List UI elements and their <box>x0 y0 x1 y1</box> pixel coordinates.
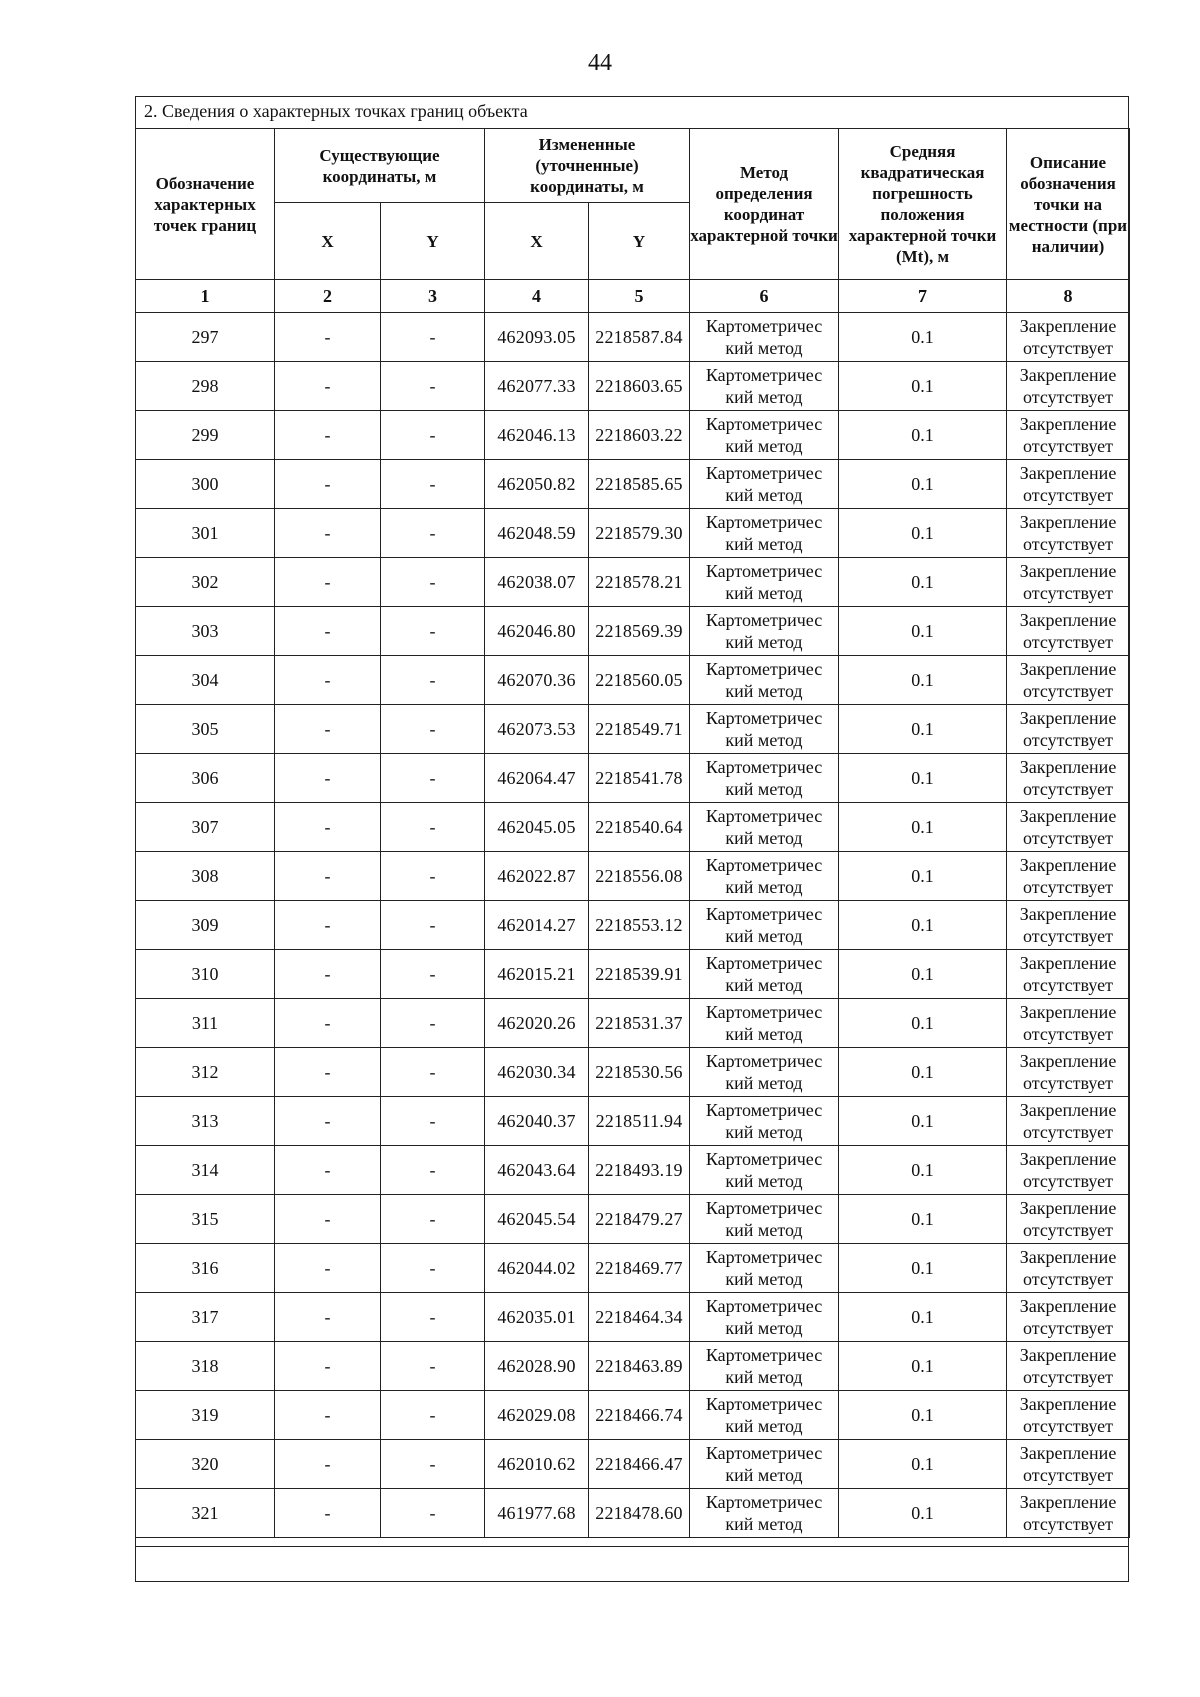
changed-x: 462070.36 <box>485 656 589 705</box>
existing-x: - <box>275 1195 381 1244</box>
column-number: 3 <box>381 280 485 313</box>
error-cell: 0.1 <box>839 754 1007 803</box>
description-cell: Закрепление отсутствует <box>1007 999 1130 1048</box>
error-cell: 0.1 <box>839 1489 1007 1538</box>
description-cell: Закрепление отсутствует <box>1007 460 1130 509</box>
existing-y: - <box>381 362 485 411</box>
error-cell: 0.1 <box>839 1342 1007 1391</box>
description-cell: Закрепление отсутствует <box>1007 558 1130 607</box>
changed-y: 2218493.19 <box>589 1146 690 1195</box>
table-row <box>136 1244 1130 1293</box>
error-cell: 0.1 <box>839 460 1007 509</box>
existing-y: - <box>381 754 485 803</box>
point-designation: 297 <box>136 313 275 362</box>
changed-y: 2218464.34 <box>589 1293 690 1342</box>
point-designation: 309 <box>136 901 275 950</box>
table-row <box>136 362 1130 411</box>
method-cell: Картометричес кий метод <box>690 1097 839 1146</box>
existing-y: - <box>381 1146 485 1195</box>
existing-y: - <box>381 1293 485 1342</box>
table-row <box>136 607 1130 656</box>
changed-x: 462077.33 <box>485 362 589 411</box>
existing-x: - <box>275 999 381 1048</box>
method-cell: Картометричес кий метод <box>690 1048 839 1097</box>
changed-y: 2218541.78 <box>589 754 690 803</box>
description-cell: Закрепление отсутствует <box>1007 803 1130 852</box>
method-cell: Картометричес кий метод <box>690 901 839 950</box>
table-row <box>136 754 1130 803</box>
existing-x: - <box>275 362 381 411</box>
existing-x: - <box>275 754 381 803</box>
changed-x: 462046.80 <box>485 607 589 656</box>
table-row <box>136 999 1130 1048</box>
method-cell: Картометричес кий метод <box>690 1146 839 1195</box>
error-cell: 0.1 <box>839 852 1007 901</box>
header-existing-x: X <box>275 203 381 280</box>
description-cell: Закрепление отсутствует <box>1007 705 1130 754</box>
changed-x: 462046.13 <box>485 411 589 460</box>
point-designation: 303 <box>136 607 275 656</box>
error-cell: 0.1 <box>839 999 1007 1048</box>
existing-x: - <box>275 950 381 999</box>
header-changed-y: Y <box>589 203 690 280</box>
table-row <box>136 558 1130 607</box>
error-cell: 0.1 <box>839 950 1007 999</box>
point-designation: 316 <box>136 1244 275 1293</box>
existing-y: - <box>381 509 485 558</box>
point-designation: 311 <box>136 999 275 1048</box>
existing-y: - <box>381 950 485 999</box>
error-cell: 0.1 <box>839 509 1007 558</box>
changed-y: 2218463.89 <box>589 1342 690 1391</box>
changed-x: 462010.62 <box>485 1440 589 1489</box>
error-cell: 0.1 <box>839 607 1007 656</box>
column-number: 6 <box>690 280 839 313</box>
column-number: 5 <box>589 280 690 313</box>
method-cell: Картометричес кий метод <box>690 1440 839 1489</box>
changed-x: 462029.08 <box>485 1391 589 1440</box>
existing-x: - <box>275 1146 381 1195</box>
existing-y: - <box>381 558 485 607</box>
changed-y: 2218540.64 <box>589 803 690 852</box>
existing-x: - <box>275 1391 381 1440</box>
changed-y: 2218553.12 <box>589 901 690 950</box>
table-row <box>136 411 1130 460</box>
changed-y: 2218587.84 <box>589 313 690 362</box>
point-designation: 299 <box>136 411 275 460</box>
existing-x: - <box>275 460 381 509</box>
method-cell: Картометричес кий метод <box>690 607 839 656</box>
method-cell: Картометричес кий метод <box>690 999 839 1048</box>
points-table-body <box>136 313 1130 1538</box>
changed-x: 462022.87 <box>485 852 589 901</box>
point-designation: 306 <box>136 754 275 803</box>
changed-x: 462044.02 <box>485 1244 589 1293</box>
description-cell: Закрепление отсутствует <box>1007 1048 1130 1097</box>
method-cell: Картометричес кий метод <box>690 1195 839 1244</box>
existing-x: - <box>275 1048 381 1097</box>
error-cell: 0.1 <box>839 1244 1007 1293</box>
existing-y: - <box>381 656 485 705</box>
point-designation: 301 <box>136 509 275 558</box>
table-row <box>136 901 1130 950</box>
column-number: 7 <box>839 280 1007 313</box>
method-cell: Картометричес кий метод <box>690 558 839 607</box>
error-cell: 0.1 <box>839 558 1007 607</box>
point-designation: 313 <box>136 1097 275 1146</box>
changed-x: 462050.82 <box>485 460 589 509</box>
method-cell: Картометричес кий метод <box>690 1391 839 1440</box>
table-row <box>136 1440 1130 1489</box>
existing-y: - <box>381 1048 485 1097</box>
changed-x: 462020.26 <box>485 999 589 1048</box>
method-cell: Картометричес кий метод <box>690 803 839 852</box>
boundary-points-table <box>135 128 1130 1538</box>
existing-x: - <box>275 313 381 362</box>
changed-y: 2218479.27 <box>589 1195 690 1244</box>
table-row <box>136 1489 1130 1538</box>
existing-x: - <box>275 1489 381 1538</box>
description-cell: Закрепление отсутствует <box>1007 607 1130 656</box>
table-row <box>136 1342 1130 1391</box>
description-cell: Закрепление отсутствует <box>1007 656 1130 705</box>
existing-y: - <box>381 999 485 1048</box>
changed-x: 462045.54 <box>485 1195 589 1244</box>
changed-x: 462030.34 <box>485 1048 589 1097</box>
error-cell: 0.1 <box>839 803 1007 852</box>
changed-y: 2218531.37 <box>589 999 690 1048</box>
table-row <box>136 313 1130 362</box>
point-designation: 318 <box>136 1342 275 1391</box>
method-cell: Картометричес кий метод <box>690 460 839 509</box>
point-designation: 305 <box>136 705 275 754</box>
existing-x: - <box>275 901 381 950</box>
changed-x: 462064.47 <box>485 754 589 803</box>
existing-y: - <box>381 1440 485 1489</box>
description-cell: Закрепление отсутствует <box>1007 950 1130 999</box>
section-title: 2. Сведения о характерных точках границ объекта <box>136 97 1128 129</box>
changed-x: 462028.90 <box>485 1342 589 1391</box>
method-cell: Картометричес кий метод <box>690 313 839 362</box>
existing-y: - <box>381 607 485 656</box>
method-cell: Картометричес кий метод <box>690 1342 839 1391</box>
error-cell: 0.1 <box>839 656 1007 705</box>
method-cell: Картометричес кий метод <box>690 852 839 901</box>
column-number: 1 <box>136 280 275 313</box>
point-designation: 319 <box>136 1391 275 1440</box>
table-row <box>136 950 1130 999</box>
existing-x: - <box>275 558 381 607</box>
error-cell: 0.1 <box>839 1146 1007 1195</box>
changed-y: 2218478.60 <box>589 1489 690 1538</box>
error-cell: 0.1 <box>839 1097 1007 1146</box>
changed-x: 462073.53 <box>485 705 589 754</box>
existing-x: - <box>275 852 381 901</box>
point-designation: 302 <box>136 558 275 607</box>
changed-x: 462015.21 <box>485 950 589 999</box>
error-cell: 0.1 <box>839 1293 1007 1342</box>
changed-y: 2218585.65 <box>589 460 690 509</box>
method-cell: Картометричес кий метод <box>690 656 839 705</box>
changed-y: 2218530.56 <box>589 1048 690 1097</box>
existing-x: - <box>275 705 381 754</box>
table-row <box>136 460 1130 509</box>
table-row <box>136 509 1130 558</box>
description-cell: Закрепление отсутствует <box>1007 1391 1130 1440</box>
existing-y: - <box>381 1489 485 1538</box>
existing-x: - <box>275 803 381 852</box>
description-cell: Закрепление отсутствует <box>1007 411 1130 460</box>
error-cell: 0.1 <box>839 1391 1007 1440</box>
changed-y: 2218549.71 <box>589 705 690 754</box>
table-row <box>136 1293 1130 1342</box>
changed-y: 2218603.22 <box>589 411 690 460</box>
point-designation: 300 <box>136 460 275 509</box>
page-number: 44 <box>588 50 612 76</box>
method-cell: Картометричес кий метод <box>690 754 839 803</box>
table-row <box>136 1195 1130 1244</box>
method-cell: Картометричес кий метод <box>690 411 839 460</box>
changed-x: 462014.27 <box>485 901 589 950</box>
header-error: Средняя квадратическая погрешность положения характерной точки (Mt), м <box>839 129 1007 280</box>
table-row <box>136 1048 1130 1097</box>
method-cell: Картометричес кий метод <box>690 1244 839 1293</box>
description-cell: Закрепление отсутствует <box>1007 901 1130 950</box>
table-row <box>136 852 1130 901</box>
point-designation: 321 <box>136 1489 275 1538</box>
changed-x: 462035.01 <box>485 1293 589 1342</box>
point-designation: 317 <box>136 1293 275 1342</box>
table-row <box>136 1097 1130 1146</box>
changed-y: 2218560.05 <box>589 656 690 705</box>
existing-y: - <box>381 705 485 754</box>
point-designation: 312 <box>136 1048 275 1097</box>
changed-x: 462093.05 <box>485 313 589 362</box>
header-existing-coords: Существующие координаты, м <box>275 129 485 203</box>
method-cell: Картометричес кий метод <box>690 1489 839 1538</box>
changed-x: 462038.07 <box>485 558 589 607</box>
header-method: Метод определения координат характерной точки <box>690 129 839 280</box>
header-description: Описание обозначения точки на местности (при наличии) <box>1007 129 1130 280</box>
existing-y: - <box>381 460 485 509</box>
table-row <box>136 705 1130 754</box>
column-number-row <box>136 280 1130 313</box>
description-cell: Закрепление отсутствует <box>1007 1244 1130 1293</box>
method-cell: Картометричес кий метод <box>690 950 839 999</box>
error-cell: 0.1 <box>839 1195 1007 1244</box>
changed-y: 2218569.39 <box>589 607 690 656</box>
method-cell: Картометричес кий метод <box>690 1293 839 1342</box>
description-cell: Закрепление отсутствует <box>1007 754 1130 803</box>
error-cell: 0.1 <box>839 411 1007 460</box>
header-designation: Обозначение характерных точек границ <box>136 129 275 280</box>
existing-y: - <box>381 1244 485 1293</box>
changed-y: 2218469.77 <box>589 1244 690 1293</box>
existing-x: - <box>275 1440 381 1489</box>
changed-y: 2218466.47 <box>589 1440 690 1489</box>
table-row <box>136 1391 1130 1440</box>
error-cell: 0.1 <box>839 313 1007 362</box>
points-section <box>135 96 1129 1582</box>
point-designation: 320 <box>136 1440 275 1489</box>
existing-x: - <box>275 1293 381 1342</box>
existing-y: - <box>381 1097 485 1146</box>
table-row <box>136 803 1130 852</box>
changed-x: 462040.37 <box>485 1097 589 1146</box>
point-designation: 307 <box>136 803 275 852</box>
point-designation: 315 <box>136 1195 275 1244</box>
changed-y: 2218511.94 <box>589 1097 690 1146</box>
column-number: 8 <box>1007 280 1130 313</box>
changed-x: 462043.64 <box>485 1146 589 1195</box>
method-cell: Картометричес кий метод <box>690 705 839 754</box>
changed-x: 462048.59 <box>485 509 589 558</box>
description-cell: Закрепление отсутствует <box>1007 1342 1130 1391</box>
existing-x: - <box>275 411 381 460</box>
point-designation: 298 <box>136 362 275 411</box>
changed-y: 2218578.21 <box>589 558 690 607</box>
existing-y: - <box>381 1342 485 1391</box>
header-changed-coords: Измененные (уточненные) координаты, м <box>485 129 690 203</box>
existing-y: - <box>381 1391 485 1440</box>
description-cell: Закрепление отсутствует <box>1007 1293 1130 1342</box>
empty-footer-row <box>136 1546 1128 1581</box>
existing-x: - <box>275 656 381 705</box>
error-cell: 0.1 <box>839 1440 1007 1489</box>
changed-y: 2218556.08 <box>589 852 690 901</box>
existing-y: - <box>381 1195 485 1244</box>
changed-y: 2218603.65 <box>589 362 690 411</box>
existing-x: - <box>275 607 381 656</box>
error-cell: 0.1 <box>839 901 1007 950</box>
description-cell: Закрепление отсутствует <box>1007 362 1130 411</box>
existing-y: - <box>381 901 485 950</box>
column-number: 2 <box>275 280 381 313</box>
existing-y: - <box>381 803 485 852</box>
error-cell: 0.1 <box>839 705 1007 754</box>
description-cell: Закрепление отсутствует <box>1007 1489 1130 1538</box>
header-changed-x: X <box>485 203 589 280</box>
existing-x: - <box>275 1097 381 1146</box>
table-row <box>136 656 1130 705</box>
error-cell: 0.1 <box>839 362 1007 411</box>
existing-y: - <box>381 852 485 901</box>
point-designation: 314 <box>136 1146 275 1195</box>
description-cell: Закрепление отсутствует <box>1007 1097 1130 1146</box>
description-cell: Закрепление отсутствует <box>1007 313 1130 362</box>
changed-y: 2218539.91 <box>589 950 690 999</box>
point-designation: 310 <box>136 950 275 999</box>
description-cell: Закрепление отсутствует <box>1007 852 1130 901</box>
changed-y: 2218579.30 <box>589 509 690 558</box>
error-cell: 0.1 <box>839 1048 1007 1097</box>
method-cell: Картометричес кий метод <box>690 362 839 411</box>
existing-y: - <box>381 411 485 460</box>
header-existing-y: Y <box>381 203 485 280</box>
point-designation: 304 <box>136 656 275 705</box>
description-cell: Закрепление отсутствует <box>1007 1195 1130 1244</box>
description-cell: Закрепление отсутствует <box>1007 509 1130 558</box>
method-cell: Картометричес кий метод <box>690 509 839 558</box>
existing-x: - <box>275 1342 381 1391</box>
changed-y: 2218466.74 <box>589 1391 690 1440</box>
column-number: 4 <box>485 280 589 313</box>
description-cell: Закрепление отсутствует <box>1007 1440 1130 1489</box>
existing-y: - <box>381 313 485 362</box>
changed-x: 462045.05 <box>485 803 589 852</box>
existing-x: - <box>275 1244 381 1293</box>
point-designation: 308 <box>136 852 275 901</box>
table-row <box>136 1146 1130 1195</box>
existing-x: - <box>275 509 381 558</box>
changed-x: 461977.68 <box>485 1489 589 1538</box>
description-cell: Закрепление отсутствует <box>1007 1146 1130 1195</box>
